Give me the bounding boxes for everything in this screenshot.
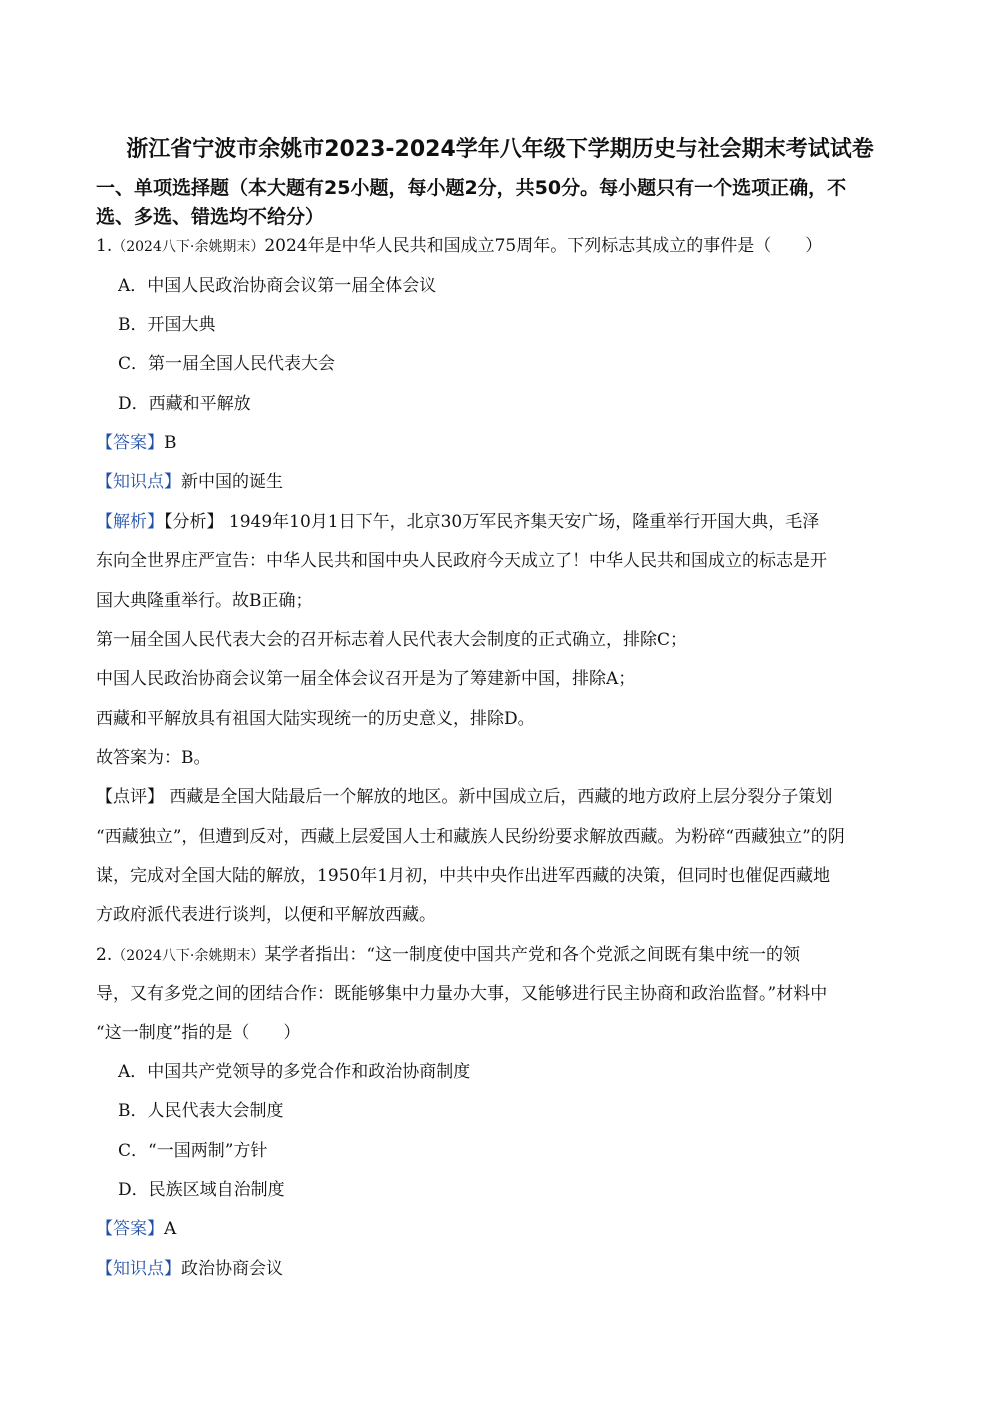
analysis-tag: 【解析】 xyxy=(96,512,164,532)
answer-tag: 【答案】 xyxy=(96,1219,164,1239)
q1-answer xyxy=(96,431,177,455)
q1-option-c: C．第一届全国人民代表大会 xyxy=(118,354,336,374)
q1-analysis-line-3: 国大典隆重举行。故B正确； xyxy=(96,591,313,611)
q2-option-a: A．中国共产党领导的多党合作和政治协商制度 xyxy=(118,1062,471,1082)
q1-knowledge xyxy=(96,470,283,494)
q1-analysis-line-7: 故答案为：B。 xyxy=(96,748,211,768)
q1-comment-line-4: 方政府派代表进行谈判，以便和平解放西藏。 xyxy=(96,905,436,925)
q1-analysis-line-5: 中国人民政治协商会议第一届全体会议召开是为了筹建新中国，排除A； xyxy=(96,669,636,689)
q2-option-c: C．“一国两制”方针 xyxy=(118,1141,268,1161)
question-source: （2024八下·余姚期末） xyxy=(112,948,265,964)
q2-answer xyxy=(96,1217,176,1241)
question-source: （2024八下·余姚期末） xyxy=(112,239,265,255)
knowledge-value: 政治协商会议 xyxy=(181,1259,283,1279)
q1-analysis-line-2: 东向全世界庄严宣告：中华人民共和国中央人民政府今天成立了！中华人民共和国成立的标志是开 xyxy=(96,551,827,571)
q1-comment-line-2: “西藏独立”，但遭到反对，西藏上层爱国人士和藏族人民纷纷要求解放西藏。为粉碎“西藏独立”的阴 xyxy=(96,827,845,847)
answer-tag: 【答案】 xyxy=(96,433,164,453)
q1-comment-line-3: 谋，完成对全国大陆的解放，1950年1月初，中共中央作出进军西藏的决策，但同时也催促西藏地 xyxy=(96,866,831,886)
q2-knowledge xyxy=(96,1257,283,1281)
exam-title: 浙江省宁波市余姚市2023-2024学年八年级下学期历史与社会期末考试试卷 xyxy=(126,137,874,162)
section-heading xyxy=(96,174,911,232)
q1-analysis-line-6: 西藏和平解放具有祖国大陆实现统一的历史意义，排除D。 xyxy=(96,709,535,729)
knowledge-tag: 【知识点】 xyxy=(96,472,181,492)
question-2-stem-line-2: 导，又有多党之间的团结合作：既能够集中力量办大事，又能够进行民主协商和政治监督。”材料中 xyxy=(96,984,828,1004)
knowledge-tag: 【知识点】 xyxy=(96,1259,181,1279)
question-number: 2. xyxy=(96,945,113,965)
q1-analysis-line-1 xyxy=(96,510,819,534)
answer-value: A xyxy=(164,1219,177,1239)
q1-comment-line-1: 【点评】 西藏是全国大陆最后一个解放的地区。新中国成立后，西藏的地方政府上层分裂分子策划 xyxy=(96,787,833,807)
q2-option-d: D．民族区域自治制度 xyxy=(118,1180,285,1200)
question-text: 某学者指出：“这一制度使中国共产党和各个党派之间既有集中统一的领 xyxy=(264,945,801,965)
question-2-stem xyxy=(96,943,800,968)
question-1-stem xyxy=(96,234,822,259)
q2-option-b: B．人民代表大会制度 xyxy=(118,1101,284,1121)
q1-option-d: D．西藏和平解放 xyxy=(118,394,251,414)
analysis-text: 【分析】 1949年10月1日下午，北京30万军民齐集天安广场，隆重举行开国大典，毛泽 xyxy=(164,512,820,532)
section-heading-line-2: 选、多选、错选均不给分） xyxy=(96,206,325,228)
q1-option-a: A．中国人民政治协商会议第一届全体会议 xyxy=(118,276,437,296)
answer-value: B xyxy=(164,433,177,453)
q1-option-b: B．开国大典 xyxy=(118,315,216,335)
q1-analysis-line-4: 第一届全国人民代表大会的召开标志着人民代表大会制度的正式确立，排除C； xyxy=(96,630,688,650)
question-text: 2024年是中华人民共和国成立75周年。下列标志其成立的事件是（ ） xyxy=(264,236,823,256)
question-2-stem-line-3: “这一制度”指的是（ ） xyxy=(96,1023,301,1043)
question-number: 1. xyxy=(96,236,113,256)
section-heading-line-1: 一、单项选择题（本大题有25小题，每小题2分，共50分。每小题只有一个选项正确，不 xyxy=(96,177,847,199)
knowledge-value: 新中国的诞生 xyxy=(181,472,283,492)
